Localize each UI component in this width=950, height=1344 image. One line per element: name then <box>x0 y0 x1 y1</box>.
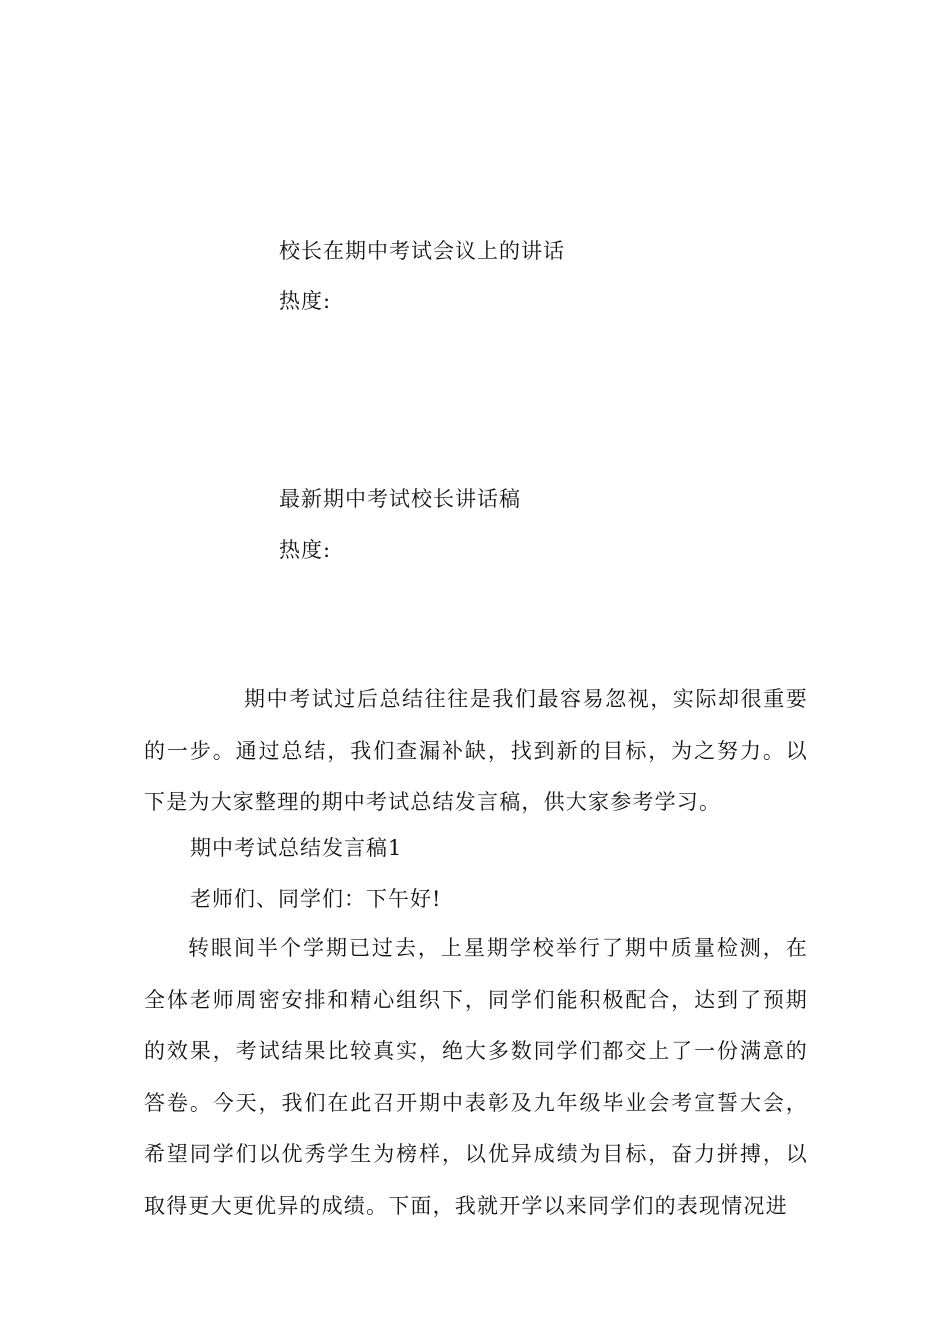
intro-paragraph: 期中考试过后总结往往是我们最容易忽视，实际却很重要的一步。通过总结，我们查漏补缺，找到新的目标，为之努力。以下是为大家整理的期中考试总结发言稿，供大家参考学习。 <box>144 687 808 814</box>
entry-heat-label-2: 热度: <box>279 538 332 562</box>
entry-title-1: 校长在期中考试会议上的讲话 <box>279 239 565 263</box>
greeting-line: 老师们、同学们：下午好! <box>190 887 442 911</box>
entry-heat-label-1: 热度: <box>279 289 332 313</box>
section-title: 期中考试总结发言稿1 <box>190 836 403 860</box>
entry-title-2: 最新期中考试校长讲话稿 <box>279 487 521 511</box>
body-paragraph: 转眼间半个学期已过去，上星期学校举行了期中质量检测，在全体老师周密安排和精心组织下，同学们能积极配合，达到了预期的效果，考试结果比较真实，绝大多数同学们都交上了一份满意的答卷。今天，我们在此召开期中表彰及九年级毕业会考宣誓大会，希望同学们以优秀学生为榜样，以优异成绩为目标，奋力拼搏，以取得更大更优异的成绩。下面，我就开学以来同学们的表现情况进 <box>144 936 808 1218</box>
